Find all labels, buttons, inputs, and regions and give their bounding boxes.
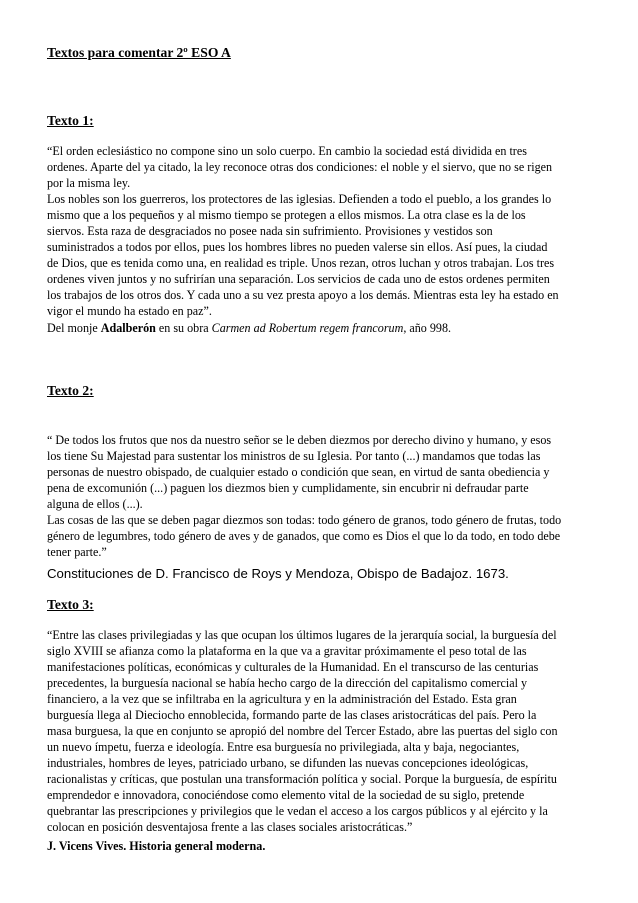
texto1-line: “El orden eclesiástico no compone sino un solo cuerpo. En cambio la sociedad está dividida en tres (47, 144, 527, 158)
texto1-body (47, 143, 603, 319)
texto1-line: de Dios, que es tenida como una, en realidad es triple. Unos rezan, otros luchan y otros trabajan. Los tres (47, 256, 555, 270)
texto2-heading: Texto 2: (47, 383, 94, 398)
texto3-line: emprendedor e innovadora, conociéndose como elemento vital de la sociedad de su siglo, pretende (47, 788, 525, 802)
texto3-line: burguesía llega al Dieciocho ennoblecida, formando parte de las clases aristocráticas del país. Pero la (47, 708, 537, 722)
document-title: Textos para comentar 2º ESO A (47, 45, 231, 60)
texto3-line: financiero, a la vez que se infiltraba en la agricultura y en la administración del Estado. Esta gran (47, 692, 517, 706)
texto3-source: J. Vicens Vives. Historia general moderna. (47, 839, 266, 853)
texto1-line: siervos. Esta raza de desgraciados no posee nada sin sufrimiento. Provisiones y vestidos son (47, 224, 493, 238)
texto3-line: precedentes, la burguesía nacional se había hecho cargo de la dirección del capitalismo comercial y (47, 676, 528, 690)
texto2-line: “ De todos los frutos que nos da nuestro señor se le deben diezmos por derecho divino y humano, y esos (47, 433, 552, 447)
texto2-line: tener parte.” (47, 545, 107, 559)
texto1-source (47, 320, 603, 336)
texto2-line: género de legumbres, todo género de aves y de ganados, que como es Dios el que lo da todo, en todo debe (47, 529, 561, 543)
texto3-line: masa burguesa, la que en conjunto se apropió del nombre del Tercer Estado, abre las puertas del siglo con (47, 724, 558, 738)
source-work: Carmen ad Robertum regem francorum (211, 321, 404, 335)
source-author: Adalberón (100, 321, 156, 335)
texto1-line: suministrados a todos por ellos, pues los hombres libres no pueden valerse sin ellos. Así pues, la ciudad (47, 240, 548, 254)
source-suffix: , año 998. (403, 321, 452, 335)
texto2-line: alguna de ellos (...). (47, 497, 143, 511)
texto3-line: quebrantar las prescripciones y privilegios que le vedan el acceso a los cargos públicos y al ejército y la (47, 804, 548, 818)
texto1-line: ordenes viven juntos y no sufrirían una separación. Los servicios de cada uno de estos ordenes permiten (47, 272, 550, 286)
texto2-body (47, 432, 603, 560)
texto1-line: vigor el mundo ha estado en paz”. (47, 304, 212, 318)
source-mid: en su obra (155, 321, 212, 335)
texto2-line: personas de nuestro obispado, de cualquier estado o condición que sean, en virtud de santa obediencia y (47, 465, 550, 479)
texto3-line: un nuevo ímpetu, fuerza e ideología. Entre esa burguesía no privilegiada, alta y baja, negociantes, (47, 740, 520, 754)
texto3-line: industriales, hombres de leyes, patriciado urbano, se difunden las nuevas concepciones ideológicas, (47, 756, 529, 770)
texto3-heading: Texto 3: (47, 597, 94, 612)
texto3-line: racionalistas y críticas, que postulan una transformación política y social. Porque la burguesía, de espíritu (47, 772, 557, 786)
texto1-line: por la misma ley. (47, 176, 131, 190)
texto2-line: pena de excomunión (...) paguen los diezmos bien y cumplidamente, sin encubrir ni defraudar parte (47, 481, 529, 495)
texto3-line: siglo XVIII se afianza como la plataforma en la que va a gravitar próximamente el peso total de las (47, 644, 527, 658)
texto1-line: Los nobles son los guerreros, los protectores de las iglesias. Defienden a todo el pueblo, a los grandes lo (47, 192, 552, 206)
source-prefix: Del monje (47, 321, 101, 335)
texto2-line: los tiene Su Majestad para sustentar los ministros de su Iglesia. Por tanto (...) mandamos que todas las (47, 449, 541, 463)
texto1-line: ordenes. Aparte del ya citado, la ley reconoce otras dos condiciones: el noble y el siervo, que no se rigen (47, 160, 553, 174)
texto2-line: Las cosas de las que se deben pagar diezmos son todas: todo género de granos, todo género de frutas, todo (47, 513, 562, 527)
texto3-line: “Entre las clases privilegiadas y las que ocupan los últimos lugares de la jerarquía social, la burguesía del (47, 628, 557, 642)
texto2-source: Constituciones de D. Francisco de Roys y Mendoza, Obispo de Badajoz. 1673. (47, 566, 509, 581)
texto1-heading: Texto 1: (47, 113, 94, 128)
texto1-line: los trabajos de los otros dos. Y cada uno a su vez presta apoyo a los demás. Mientras esta ley ha estado en (47, 288, 559, 302)
texto3-line: manifestaciones políticas, económicas y culturales de la Humanidad. En el transcurso de las centurias (47, 660, 539, 674)
texto3-line: colocan en posición desventajosa frente a las clases sociales aristocráticas.” (47, 820, 413, 834)
texto1-line: mismo que a los pequeños y al mismo tiempo se protegen a ellos mismos. La otra clase es la de los (47, 208, 526, 222)
texto3-body (47, 627, 603, 835)
